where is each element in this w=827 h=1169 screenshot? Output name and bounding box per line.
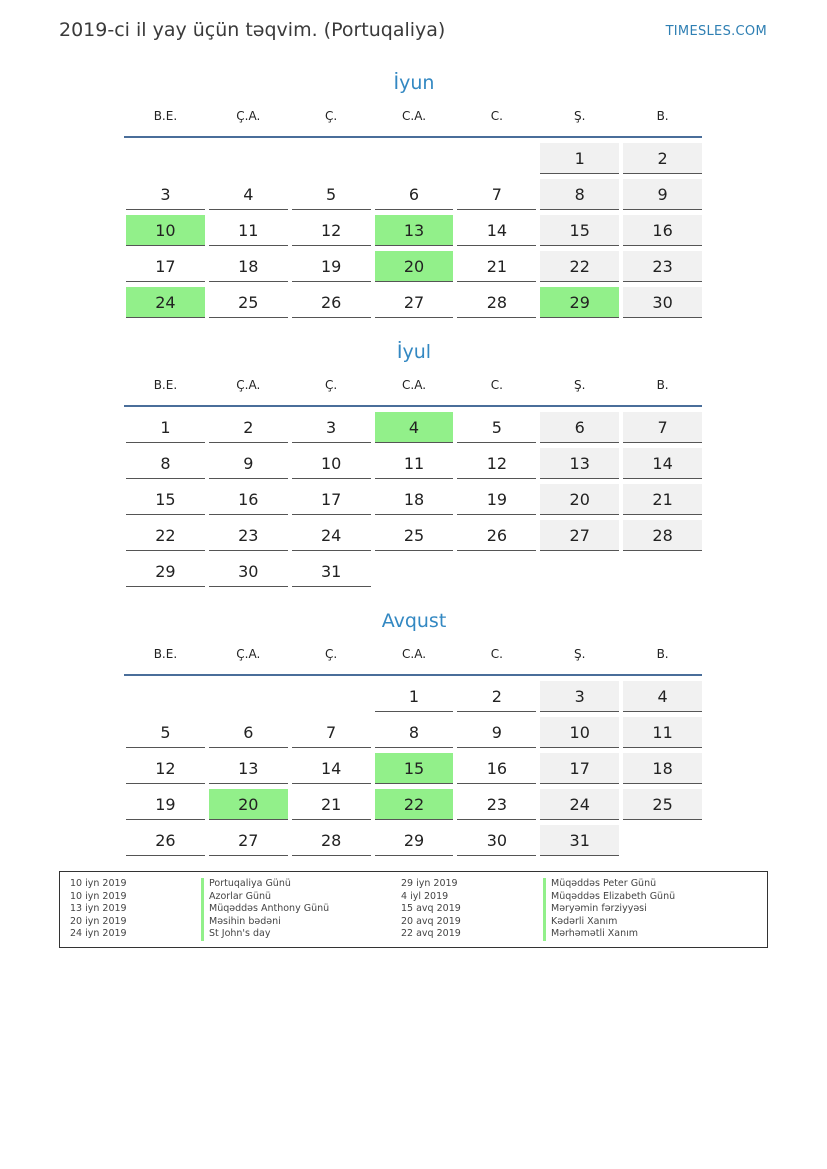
day-number <box>209 143 288 174</box>
day-cell <box>290 412 373 448</box>
day-number: 19 <box>126 789 205 820</box>
day-cell <box>455 251 538 287</box>
day-cell <box>290 484 373 520</box>
header-rule <box>124 136 702 138</box>
day-cell <box>373 484 456 520</box>
day-number: 20 <box>209 789 288 820</box>
page-title: 2019-ci il yay üçün təqvim. (Portuqaliya) <box>59 19 446 41</box>
holiday-day-cell <box>373 753 456 789</box>
day-number <box>126 143 205 174</box>
day-number: 7 <box>457 179 536 210</box>
day-number <box>623 556 702 587</box>
day-cell <box>621 520 704 556</box>
day-number: 11 <box>209 215 288 246</box>
legend-holiday-name: Kədərli Xanım <box>543 916 675 929</box>
day-cell <box>290 825 373 861</box>
header-rule <box>124 405 702 407</box>
day-number: 15 <box>540 215 619 246</box>
holiday-day-cell <box>373 251 456 287</box>
day-number: 12 <box>292 215 371 246</box>
day-number: 15 <box>375 753 454 784</box>
day-number <box>623 825 702 856</box>
weekday-header <box>124 96 704 136</box>
day-number: 14 <box>457 215 536 246</box>
day-number: 12 <box>457 448 536 479</box>
day-number: 3 <box>292 412 371 443</box>
day-number: 4 <box>375 412 454 443</box>
day-cell <box>538 484 621 520</box>
day-cell <box>124 789 207 825</box>
day-cell <box>124 556 207 592</box>
legend-holiday-name: Müqəddəs Elizabeth Günü <box>543 891 675 904</box>
day-number <box>540 556 619 587</box>
empty-cell <box>207 143 290 179</box>
week-row <box>124 520 704 556</box>
month-title: İyun <box>393 72 435 94</box>
day-number: 18 <box>209 251 288 282</box>
legend-date: 4 iyl 2019 <box>401 890 449 902</box>
empty-cell <box>207 681 290 717</box>
day-number: 14 <box>623 448 702 479</box>
weekday-label: Ç.A. <box>236 109 261 123</box>
day-number: 3 <box>540 681 619 712</box>
day-number: 4 <box>209 179 288 210</box>
day-cell <box>455 287 538 323</box>
day-number: 16 <box>623 215 702 246</box>
week-row <box>124 412 704 448</box>
day-cell <box>124 520 207 556</box>
day-cell <box>290 251 373 287</box>
day-number: 21 <box>623 484 702 515</box>
day-cell <box>207 825 290 861</box>
day-cell <box>621 251 704 287</box>
day-cell <box>621 215 704 251</box>
weekday-label: C.A. <box>402 647 427 661</box>
day-cell <box>621 287 704 323</box>
day-cell <box>207 484 290 520</box>
week-row <box>124 179 704 215</box>
day-cell <box>124 448 207 484</box>
day-number: 17 <box>126 251 205 282</box>
day-cell <box>538 448 621 484</box>
day-cell <box>621 681 704 717</box>
day-number: 25 <box>209 287 288 318</box>
day-cell <box>290 215 373 251</box>
day-number: 21 <box>457 251 536 282</box>
empty-cell <box>373 143 456 179</box>
legend-right-dates <box>401 878 461 941</box>
day-cell <box>373 681 456 717</box>
day-number: 16 <box>457 753 536 784</box>
day-number: 7 <box>623 412 702 443</box>
empty-cell <box>621 825 704 861</box>
day-number: 27 <box>209 825 288 856</box>
legend-holiday-name: Portuqaliya Günü <box>201 878 329 891</box>
day-number: 1 <box>375 681 454 712</box>
weekday-label: C. <box>490 109 503 123</box>
day-number: 13 <box>375 215 454 246</box>
day-cell <box>290 556 373 592</box>
day-cell <box>621 448 704 484</box>
weekday-label: C.A. <box>402 109 427 123</box>
day-cell <box>538 789 621 825</box>
day-cell <box>455 520 538 556</box>
day-cell <box>290 448 373 484</box>
day-cell <box>621 753 704 789</box>
legend-date: 29 iyn 2019 <box>401 878 458 889</box>
day-number: 27 <box>540 520 619 551</box>
day-number: 8 <box>126 448 205 479</box>
day-cell <box>373 448 456 484</box>
week-row <box>124 143 704 179</box>
day-cell <box>538 520 621 556</box>
day-cell <box>124 412 207 448</box>
day-cell <box>455 215 538 251</box>
legend-date: 10 iyn 2019 <box>70 878 127 889</box>
day-number: 26 <box>292 287 371 318</box>
day-number: 28 <box>623 520 702 551</box>
week-row <box>124 789 704 825</box>
day-number: 5 <box>457 412 536 443</box>
day-number: 25 <box>623 789 702 820</box>
day-number: 18 <box>375 484 454 515</box>
day-number: 26 <box>126 825 205 856</box>
empty-cell <box>124 681 207 717</box>
holiday-day-cell <box>373 789 456 825</box>
legend-holiday-name: Müqəddəs Peter Günü <box>543 878 675 891</box>
day-number: 7 <box>292 717 371 748</box>
day-number: 23 <box>623 251 702 282</box>
day-cell <box>538 179 621 215</box>
day-cell <box>373 287 456 323</box>
day-cell <box>124 484 207 520</box>
day-number: 25 <box>375 520 454 551</box>
month-block <box>124 70 704 323</box>
day-number: 24 <box>292 520 371 551</box>
day-cell <box>124 753 207 789</box>
holiday-day-cell <box>124 287 207 323</box>
day-number: 3 <box>126 179 205 210</box>
day-cell <box>207 412 290 448</box>
day-cell <box>621 484 704 520</box>
day-cell <box>290 717 373 753</box>
holiday-day-cell <box>373 412 456 448</box>
holiday-day-cell <box>124 215 207 251</box>
day-cell <box>290 287 373 323</box>
day-number <box>457 143 536 174</box>
day-number: 6 <box>209 717 288 748</box>
day-cell <box>455 825 538 861</box>
month-block <box>124 608 704 861</box>
legend-date: 20 iyn 2019 <box>70 915 127 927</box>
day-number: 28 <box>457 287 536 318</box>
day-cell <box>538 251 621 287</box>
day-cell <box>373 717 456 753</box>
day-number: 13 <box>540 448 619 479</box>
holiday-day-cell <box>373 215 456 251</box>
day-cell <box>290 753 373 789</box>
day-cell <box>538 825 621 861</box>
day-number: 18 <box>623 753 702 784</box>
empty-cell <box>455 143 538 179</box>
day-cell <box>124 251 207 287</box>
day-number: 10 <box>126 215 205 246</box>
day-number: 31 <box>292 556 371 587</box>
week-row <box>124 717 704 753</box>
holiday-day-cell <box>538 287 621 323</box>
day-cell <box>373 520 456 556</box>
weekday-label: Ç. <box>325 647 338 661</box>
day-number: 15 <box>126 484 205 515</box>
weekday-label: Ş. <box>574 109 586 123</box>
empty-cell <box>124 143 207 179</box>
weekday-label: Ç.A. <box>236 378 261 392</box>
legend-date: 20 avq 2019 <box>401 915 461 927</box>
day-number: 6 <box>540 412 619 443</box>
empty-cell <box>290 143 373 179</box>
day-number: 24 <box>126 287 205 318</box>
weekday-label: C. <box>490 647 503 661</box>
day-number: 1 <box>540 143 619 174</box>
day-number <box>375 143 454 174</box>
day-number: 19 <box>292 251 371 282</box>
day-number: 11 <box>375 448 454 479</box>
day-cell <box>290 520 373 556</box>
month-title: Avqust <box>381 610 447 632</box>
day-number: 2 <box>623 143 702 174</box>
weekday-label: Ş. <box>574 378 586 392</box>
day-cell <box>538 143 621 179</box>
legend-right-names <box>543 878 675 941</box>
legend-holiday-name: St John's day <box>201 928 329 941</box>
legend-date: 13 iyn 2019 <box>70 903 127 914</box>
day-cell <box>455 448 538 484</box>
day-number: 10 <box>292 448 371 479</box>
day-cell <box>207 287 290 323</box>
day-cell <box>621 412 704 448</box>
day-number: 29 <box>540 287 619 318</box>
day-number: 9 <box>457 717 536 748</box>
legend-left-dates <box>70 878 127 941</box>
day-cell <box>538 717 621 753</box>
day-number <box>375 556 454 587</box>
day-cell <box>621 789 704 825</box>
day-cell <box>538 412 621 448</box>
day-number: 11 <box>623 717 702 748</box>
day-cell <box>455 681 538 717</box>
day-number: 22 <box>126 520 205 551</box>
legend-holiday-name: Müqəddəs Anthony Günü <box>201 903 329 916</box>
day-number: 24 <box>540 789 619 820</box>
day-cell <box>124 717 207 753</box>
day-number <box>209 681 288 712</box>
day-number <box>292 681 371 712</box>
day-cell <box>455 484 538 520</box>
day-cell <box>621 179 704 215</box>
day-cell <box>455 789 538 825</box>
week-row <box>124 251 704 287</box>
day-number <box>457 556 536 587</box>
day-number: 27 <box>375 287 454 318</box>
holiday-legend <box>59 871 768 948</box>
day-number: 29 <box>375 825 454 856</box>
day-number: 22 <box>375 789 454 820</box>
day-cell <box>207 717 290 753</box>
week-row <box>124 484 704 520</box>
day-number: 4 <box>623 681 702 712</box>
day-number: 13 <box>209 753 288 784</box>
week-row <box>124 681 704 717</box>
week-row <box>124 753 704 789</box>
weekday-label: B. <box>656 647 669 661</box>
weekday-label: B. <box>656 109 669 123</box>
site-link[interactable]: TIMESLES.COM <box>665 24 767 39</box>
weekday-label: C. <box>490 378 503 392</box>
day-number: 28 <box>292 825 371 856</box>
day-cell <box>621 717 704 753</box>
weekday-label: B.E. <box>153 109 178 123</box>
day-number: 5 <box>292 179 371 210</box>
day-cell <box>455 717 538 753</box>
day-cell <box>373 825 456 861</box>
empty-cell <box>455 556 538 592</box>
weekday-header <box>124 634 704 674</box>
day-cell <box>538 681 621 717</box>
weekday-label: B. <box>656 378 669 392</box>
empty-cell <box>621 556 704 592</box>
month-block <box>124 339 704 592</box>
day-cell <box>373 179 456 215</box>
legend-date: 24 iyn 2019 <box>70 928 127 939</box>
legend-holiday-name: Azorlar Günü <box>201 891 329 904</box>
day-cell <box>290 179 373 215</box>
day-cell <box>290 789 373 825</box>
day-cell <box>207 448 290 484</box>
day-cell <box>207 520 290 556</box>
empty-cell <box>290 681 373 717</box>
header-rule <box>124 674 702 676</box>
week-row <box>124 215 704 251</box>
day-cell <box>207 179 290 215</box>
month-title: İyul <box>396 341 432 363</box>
day-number: 29 <box>126 556 205 587</box>
day-number: 14 <box>292 753 371 784</box>
day-cell <box>455 412 538 448</box>
week-row <box>124 448 704 484</box>
day-cell <box>538 215 621 251</box>
empty-cell <box>373 556 456 592</box>
day-number: 23 <box>457 789 536 820</box>
day-number: 10 <box>540 717 619 748</box>
legend-date: 15 avq 2019 <box>401 903 461 914</box>
day-number: 12 <box>126 753 205 784</box>
weekday-label: B.E. <box>153 378 178 392</box>
day-number: 2 <box>457 681 536 712</box>
day-number: 17 <box>292 484 371 515</box>
empty-cell <box>538 556 621 592</box>
legend-date: 10 iyn 2019 <box>70 890 127 902</box>
weekday-label: C.A. <box>402 378 427 392</box>
day-number: 20 <box>540 484 619 515</box>
legend-holiday-name: Məryəmin fərziyyəsi <box>543 903 675 916</box>
legend-holiday-name: Mərhəmətli Xanım <box>543 928 675 941</box>
day-number: 8 <box>540 179 619 210</box>
legend-left-names <box>201 878 329 941</box>
day-number: 9 <box>209 448 288 479</box>
week-row <box>124 825 704 861</box>
weekday-header <box>124 365 704 405</box>
day-number: 30 <box>209 556 288 587</box>
day-number: 30 <box>623 287 702 318</box>
day-cell <box>455 179 538 215</box>
week-row <box>124 287 704 323</box>
day-number: 19 <box>457 484 536 515</box>
day-number: 6 <box>375 179 454 210</box>
day-number: 30 <box>457 825 536 856</box>
day-number <box>126 681 205 712</box>
holiday-day-cell <box>207 789 290 825</box>
day-number: 22 <box>540 251 619 282</box>
day-number: 1 <box>126 412 205 443</box>
day-number <box>292 143 371 174</box>
day-number: 31 <box>540 825 619 856</box>
day-number: 21 <box>292 789 371 820</box>
day-cell <box>207 215 290 251</box>
weekday-label: B.E. <box>153 647 178 661</box>
weekday-label: Ç. <box>325 378 338 392</box>
week-row <box>124 556 704 592</box>
day-cell <box>207 556 290 592</box>
day-number: 20 <box>375 251 454 282</box>
day-cell <box>207 251 290 287</box>
day-cell <box>124 825 207 861</box>
day-cell <box>455 753 538 789</box>
day-cell <box>124 179 207 215</box>
day-cell <box>621 143 704 179</box>
day-number: 2 <box>209 412 288 443</box>
weekday-label: Ç. <box>325 109 338 123</box>
day-number: 5 <box>126 717 205 748</box>
legend-date: 22 avq 2019 <box>401 928 461 939</box>
day-number: 9 <box>623 179 702 210</box>
day-number: 16 <box>209 484 288 515</box>
day-cell <box>538 753 621 789</box>
day-cell <box>207 753 290 789</box>
day-number: 26 <box>457 520 536 551</box>
day-number: 8 <box>375 717 454 748</box>
weekday-label: Ç.A. <box>236 647 261 661</box>
day-number: 17 <box>540 753 619 784</box>
weekday-label: Ş. <box>574 647 586 661</box>
day-number: 23 <box>209 520 288 551</box>
legend-holiday-name: Məsihin bədəni <box>201 916 329 929</box>
